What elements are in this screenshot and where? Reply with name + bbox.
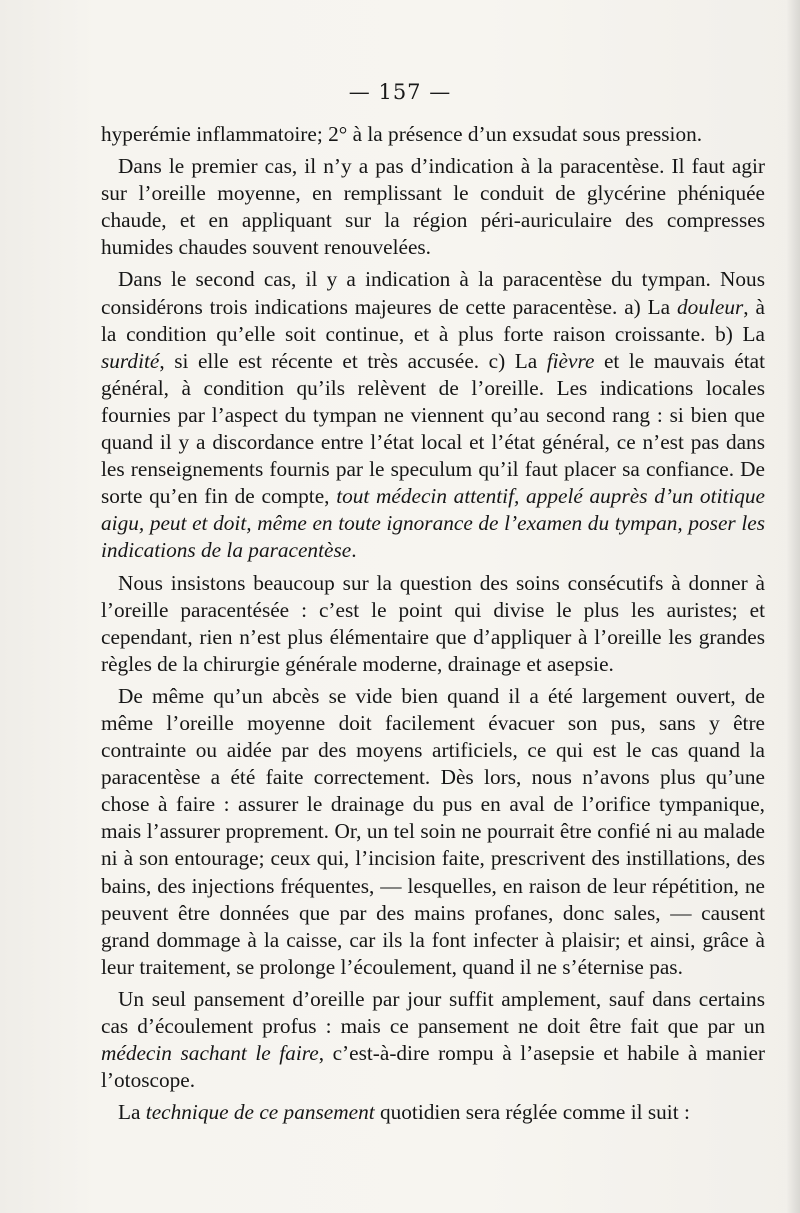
- text-run: et le mauvais état général, à condition qu’ils relèvent de l’oreille. Les indications locales fournies par l’aspect du tympan ne viennent qu’au second rang : si bien que quand il y a discordance entre l’état local et l’état général, ce n’est pas dans les renseignements fournis par le speculum qu’il faut placer sa confiance. De sorte qu’en fin de compte,: [101, 348, 765, 509]
- paragraph: [101, 266, 765, 564]
- text-run: Nous insistons beaucoup sur la question des soins consécutifs à donner à l’oreille paracentésée : c’est le point qui divise le plus les auristes; et cependant, rien n’est plus élémentaire que d’appliquer à l’oreille les grandes règles de la chirurgie générale moderne, drainage et asepsie.: [101, 570, 765, 676]
- text-run: , à la condition qu’elle soit continue, et à plus forte raison croissante. b) La: [101, 294, 765, 346]
- text-run: De même qu’un abcès se vide bien quand il a été largement ouvert, de même l’oreille moyenne doit facilement évacuer son pus, sans y être contrainte ou aidée par des moyens artificiels, ce qui est le cas quand la paracentèse a été faite correctement. Dès lors, nous n’avons plus qu’une chose à faire : assurer le drainage du pus en aval de l’orifice tympanique, mais l’assurer proprement. Or, un tel soin ne pourrait être confié ni au malade ni à son entourage; ceux qui, l’incision faite, prescrivent des instillations, des bains, des injections fréquentes, — lesquelles, en raison de leur répétition, ne peuvent être données que par des mains profanes, donc sales, — causent grand dommage à la caisse, car ils la font infecter à plaisir; et ainsi, grâce à leur traitement, se prolonge l’écoulement, quand il ne s’éternise pas.: [101, 683, 765, 979]
- text-run: Dans le premier cas, il n’y a pas d’indication à la paracentèse. Il faut agir sur l’oreille moyenne, en remplissant le conduit de glycérine phéniquée chaude, et en appliquant sur la région péri-auriculaire des compresses humides chaudes souvent renouvelées.: [101, 154, 765, 260]
- text-run: hyperémie inflammatoire; 2° à la présence d’un exsudat sous pression.: [101, 122, 703, 146]
- text-run: quotidien sera réglée comme il suit :: [374, 1100, 690, 1125]
- italic-run: médecin sachant le faire: [101, 1041, 319, 1066]
- italic-run: tout médecin attentif, appelé auprès d’un otitique aigu, peut et doit, même en toute ignorance de l’examen du tympan, poser les indications de la paracentèse: [101, 484, 766, 563]
- paragraph: [101, 153, 765, 261]
- text-run: , c’est-à-dire rompu à l’asepsie et habile à manier l’otoscope.: [101, 1041, 765, 1093]
- paragraph: [101, 986, 765, 1094]
- text-run: .: [351, 538, 357, 563]
- italic-run: fièvre: [546, 348, 595, 373]
- page-edge-shadow: [786, 0, 800, 1213]
- text-run: Un seul pansement d’oreille par jour suffit amplement, sauf dans certains cas d’écoulement profus : mais ce pansement ne doit être fait que par un: [101, 986, 765, 1038]
- text-run: Dans le second cas, il y a indication à la paracentèse du tympan. Nous considérons trois indications majeures de cette paracentèse. a) La: [101, 267, 765, 319]
- paragraph: [101, 1099, 765, 1126]
- page-body-text: [101, 121, 765, 1131]
- italic-run: surdité: [101, 348, 160, 373]
- text-run: , si elle est récente et très accusée. c) La: [159, 348, 547, 373]
- italic-run: douleur: [677, 294, 744, 319]
- paragraph: [101, 570, 765, 678]
- text-run: La: [118, 1100, 146, 1125]
- paragraph: [101, 121, 765, 148]
- paragraph: [101, 683, 765, 981]
- page-number-header: — 157 —: [348, 80, 452, 104]
- italic-run: technique de ce pansement: [145, 1100, 375, 1125]
